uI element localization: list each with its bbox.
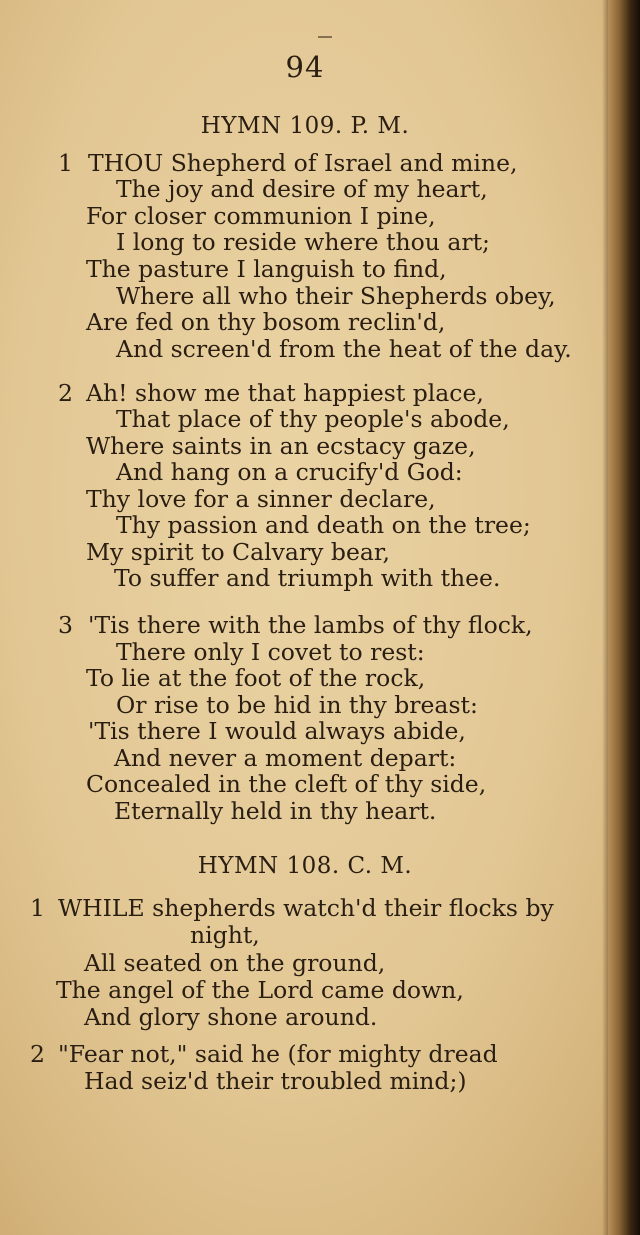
verse-line: And glory shone around. [84,1003,378,1031]
verse-line: Thy love for a sinner declare, [86,485,436,513]
stanza-number: 1 [30,894,45,922]
verse-line: The joy and desire of my heart, [116,175,488,203]
verse-line: All seated on the ground, [84,949,386,977]
verse-line: The pasture I languish to find, [86,255,447,283]
verse-line: That place of thy people's abode, [116,405,510,433]
verse-line: Ah! show me that happiest place, [86,379,484,407]
verse-line: Where saints in an ecstacy gaze, [86,432,476,460]
page-number: 94 [285,50,325,84]
verse-line: The angel of the Lord came down, [56,976,464,1004]
verse-line: THOU Shepherd of Israel and mine, [88,149,518,177]
verse-line: My spirit to Calvary bear, [86,538,391,566]
verse-line: Concealed in the cleft of thy side, [86,770,487,798]
verse-line: Had seiz'd their troubled mind;) [84,1067,467,1095]
verse-line: Are fed on thy bosom reclin'd, [86,308,446,336]
stanza-number: 2 [30,1040,45,1068]
verse-line: Eternally held in thy heart. [114,797,437,825]
verse-line: To suffer and triumph with thee. [114,564,501,592]
verse-line: night, [190,921,260,949]
stanza-number: 2 [58,379,73,407]
verse-line: Or rise to be hid in thy breast: [116,691,478,719]
hymn-title: HYMN 108. C. M. [197,853,413,879]
verse-line: Thy passion and death on the tree; [116,511,531,539]
hymn-title: HYMN 109. P. M. [200,113,410,139]
verse-line: For closer communion I pine, [86,202,436,230]
verse-line: 'Tis there I would always abide, [88,717,466,745]
book-spine [608,0,640,1235]
verse-line: I long to reside where thou art; [116,228,490,256]
verse-line: There only I covet to rest: [116,638,425,666]
verse-line: "Fear not," said he (for mighty dread [58,1040,498,1068]
verse-line: 'Tis there with the lambs of thy flock, [88,611,533,639]
verse-line: WHILE shepherds watch'd their flocks by [58,894,554,922]
verse-line: To lie at the foot of the rock, [86,664,426,692]
verse-line: And screen'd from the heat of the day. [116,335,572,363]
stanza-number: 3 [58,611,73,639]
stanza-number: 1 [58,149,73,177]
verse-line: Where all who their Shepherds obey, [116,282,556,310]
verse-line: And never a moment depart: [114,744,457,772]
verse-line: And hang on a crucify'd God: [116,458,463,486]
ink-mark [318,36,332,38]
